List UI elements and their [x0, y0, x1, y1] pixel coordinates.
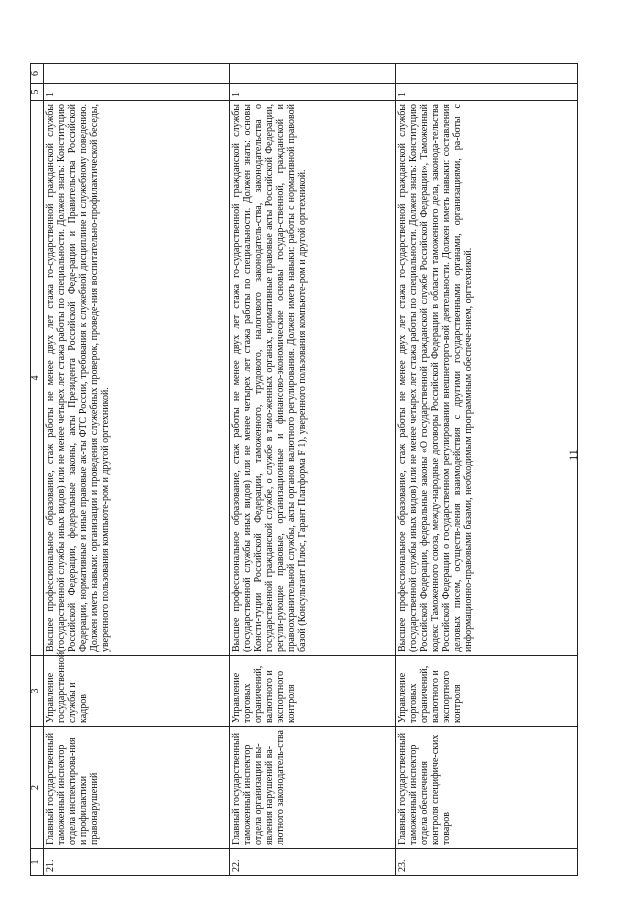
- column-6-cell: [396, 64, 578, 84]
- table-row: [396, 64, 578, 876]
- row-number: 22.: [230, 849, 396, 876]
- position-title: Главный государственный таможенный инспектор отдела инспектирова-ния и профилактики правонарушений: [44, 727, 230, 849]
- row-number: 23.: [396, 849, 578, 876]
- column-6-cell: [44, 64, 230, 84]
- landscape-page: [0, 40, 640, 900]
- table-row: [44, 64, 230, 876]
- position-title: Главный государственный таможенный инспектор отдела обеспечения контроля специфиче-ских товаров: [396, 727, 578, 849]
- staff-count: 1: [230, 84, 396, 101]
- department: Управление государственной службы и кадров: [44, 656, 230, 727]
- department: Управление торговых ограничений, валютного и экспортного контроля: [230, 656, 396, 727]
- column-number: 4: [31, 101, 44, 656]
- requirements: Высшее профессиональное образование, стаж работы не менее двух лет стажа го-сударственной гражданской службы (государственной службы иных видов) или не менее четырех лет стажа работы по специальности. Должен знать: основы Консти-туции Российской Федерации, таможенного, трудового, налогового законодатель-ства, законодательства о государственной гражданской службе, о службе в тамо-женных органах, нормативные правовые акты Российской Федерации, регули-рующие правовые, организационные и финансово-экономические основы государ-ственной, гражданской и правоохранительной службы, акты органов валютного регулирования. Должен иметь навыки: работы с нормативной правовой базой (Консультант Плюс, Гарант Платформа F 1), уверенного пользования компьюте-ром и другой оргтехникой.: [230, 101, 396, 656]
- column-number: 5: [31, 84, 44, 101]
- column-6-cell: [230, 64, 396, 84]
- page-number: 11: [566, 449, 580, 461]
- column-number: 2: [31, 727, 44, 849]
- column-number: 3: [31, 656, 44, 727]
- department: Управление торговых ограничений, валютного и экспортного контроля: [396, 656, 578, 727]
- requirements: Высшее профессиональное образование, стаж работы не менее двух лет стажа го-сударственной гражданской службы (государственной службы иных видов) или не менее четырех лет стажа работы по специальности. Должен знать: Конституцию Российской Федерации, федеральные законы, акты Президента Российской Феде-рации и Правительства Российской Федерации, нормативные и иные правовые ак-ты ФТС России, требования к служебной дисциплине и служебному поведению. Должен иметь навыки: организации и проведения служебных проверок, проведе-ния воспитательно-профилактической беседы, уверенного пользования компьюте-ром и другой оргтехникой.: [44, 101, 230, 656]
- table-row: [230, 64, 396, 876]
- staff-count: 1: [44, 84, 230, 101]
- column-number: 6: [31, 64, 44, 84]
- requirements: Высшее профессиональное образование, стаж работы не менее двух лет стажа го-сударственной гражданской службы (государственной службы иных видов) или не менее четырех лет стажа работы по специальности. Должен знать: Конституцию Российской Федерации, федеральные законы «О государственной гражданской службе Российской Федерации», Таможенный кодекс Таможенного союза, между-народные договоры Российской Федерации в области таможенного дела, законода-тельства Российской Федерации о государственном регулировании внешнеторго-вой деятельности. Должен иметь навыки: составления деловых писем, осуществ-ления взаимодействия с другими государственными органами, организациями, ра-боты с информационно-правовыми базами, необходимым программным обеспече-нием, оргтехникой.: [396, 101, 578, 656]
- positions-table: [30, 63, 578, 876]
- row-number: 21.: [44, 849, 230, 876]
- column-number: 1: [31, 849, 44, 876]
- staff-count: 1: [396, 84, 578, 101]
- position-title: Главный государственный таможенный инспектор отдела организации вы-явления нарушений ва-лютного законодатель-ства: [230, 727, 396, 849]
- column-number-row: [31, 64, 44, 876]
